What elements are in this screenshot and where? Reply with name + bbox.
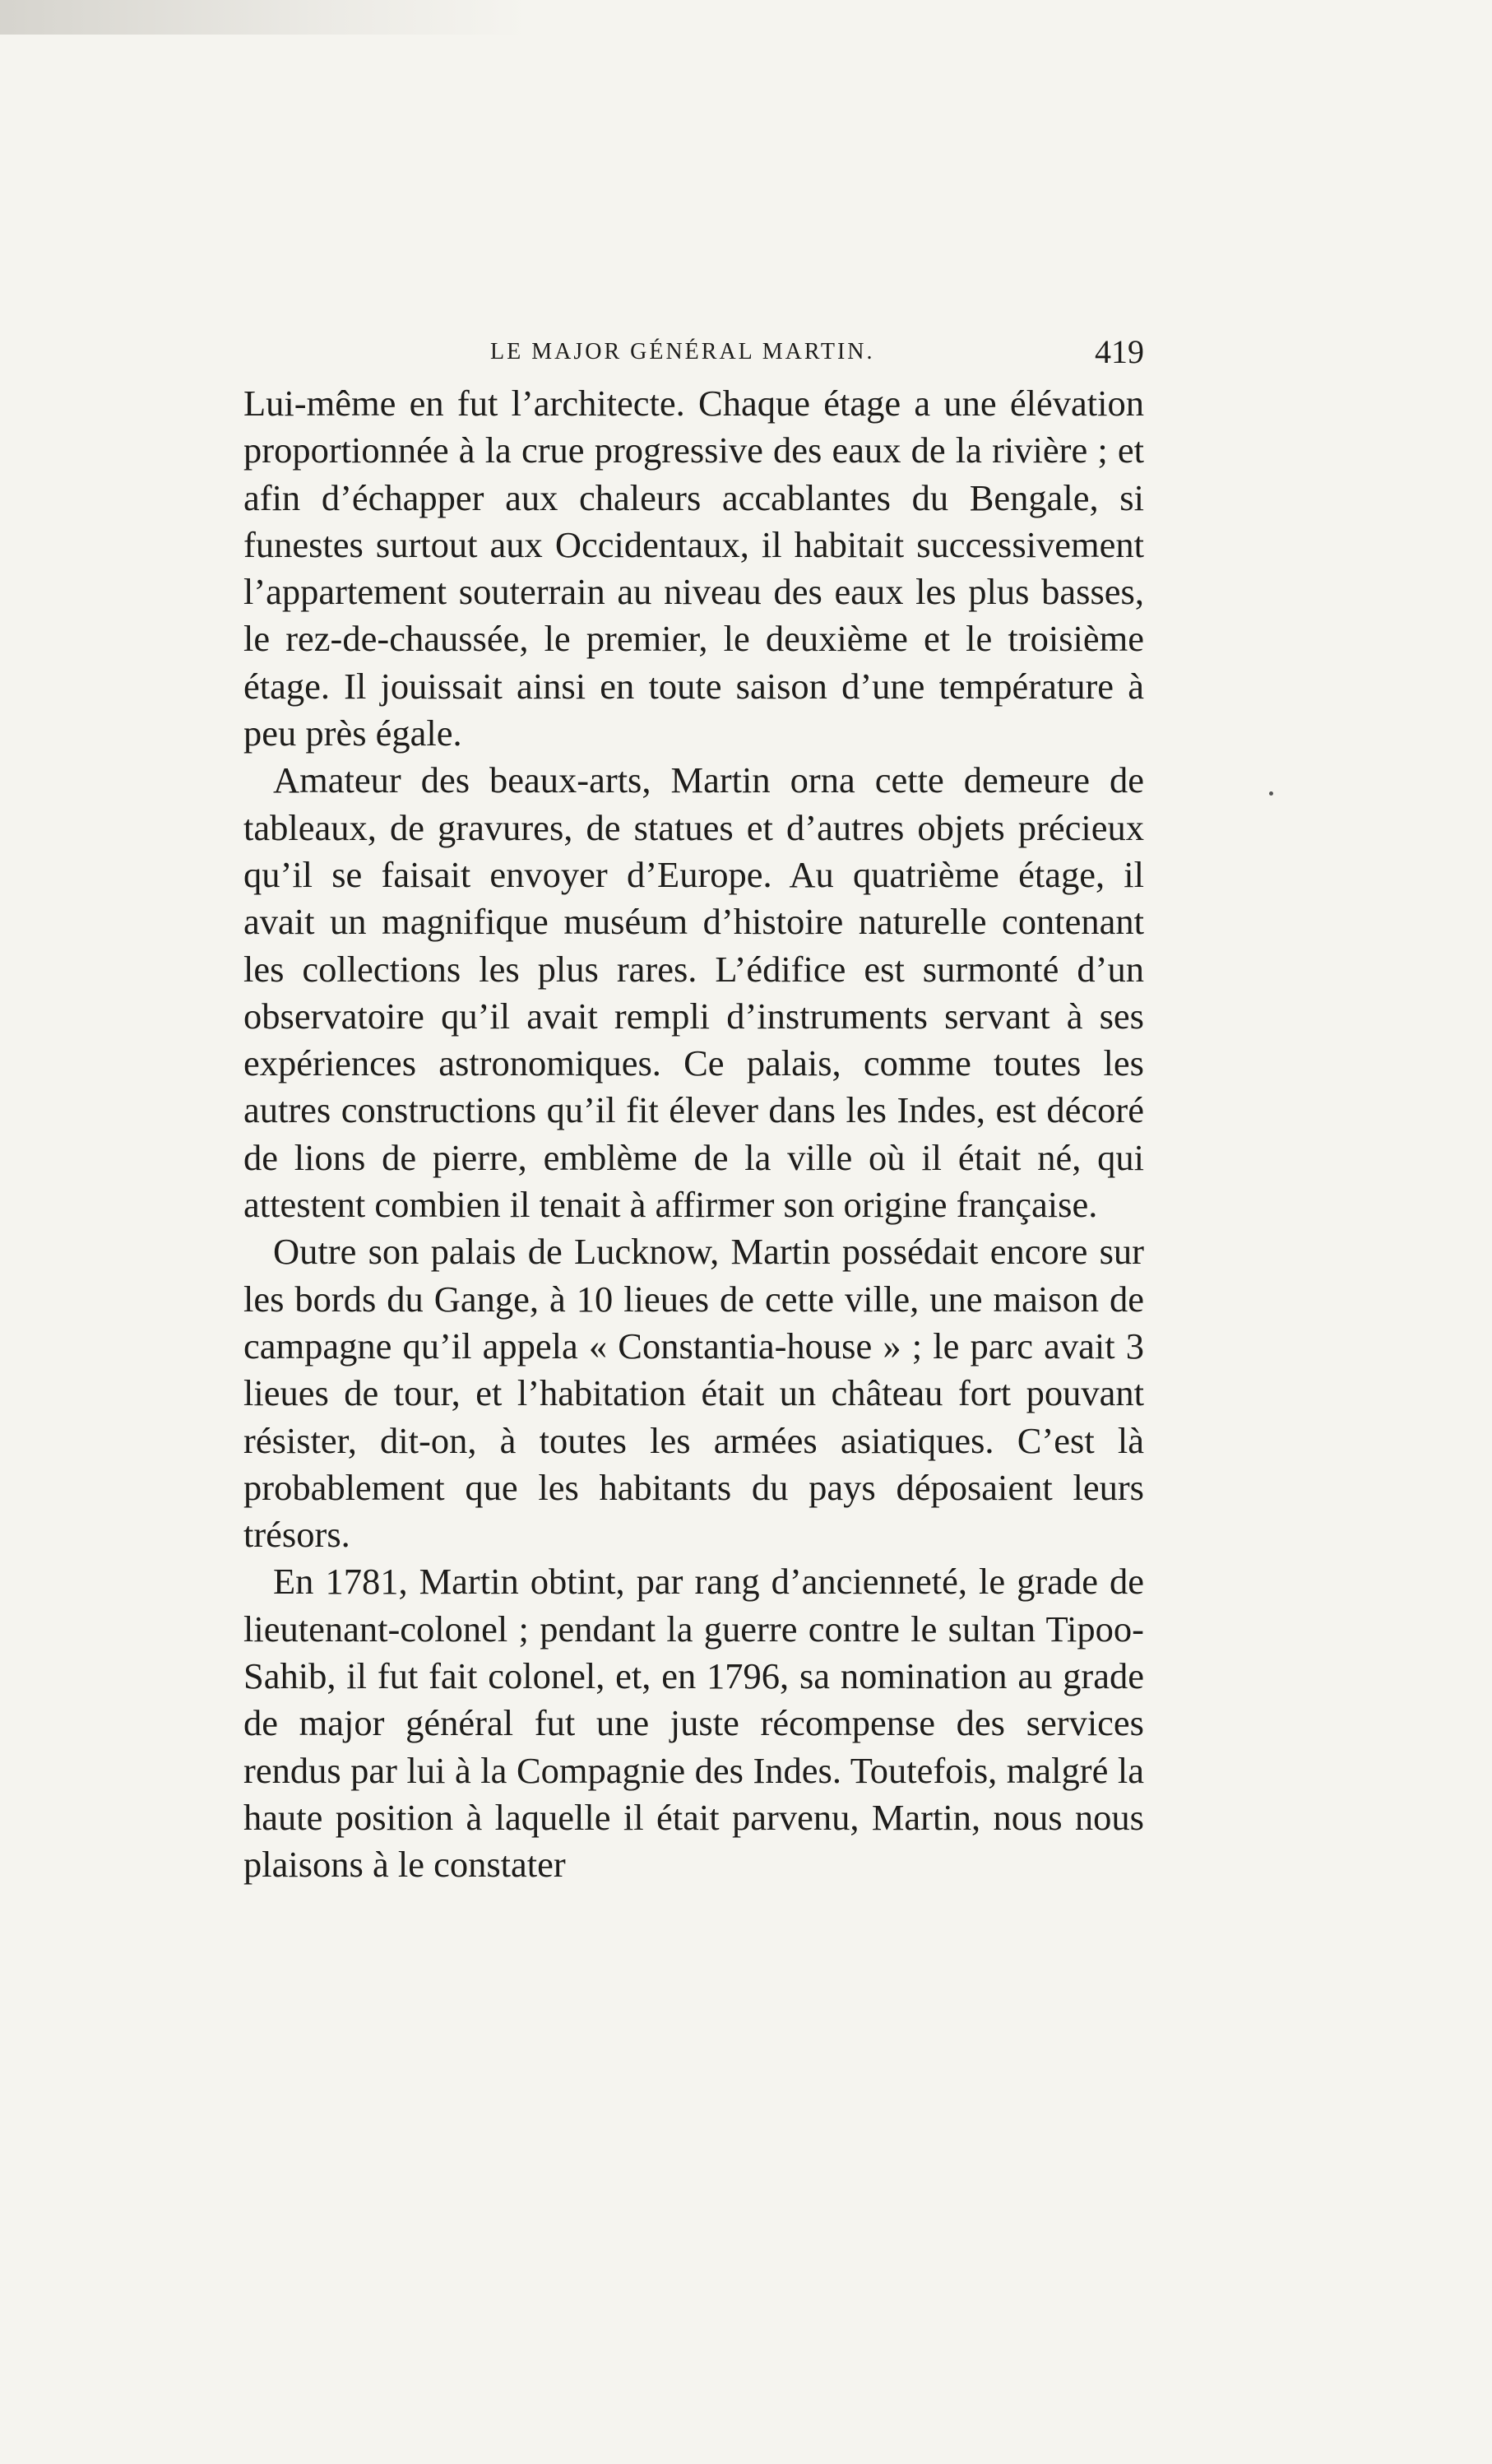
paragraph: En 1781, Martin obtint, par rang d’ancienneté, le grade de lieutenant-colonel ; pendant la guerre contre le sultan Tipoo-Sahib, il fut fait colonel, et, en 1796, sa nomination au grade de major général fut une juste récompense des services rendus par lui à la Compagnie des Indes. Toutefois, malgré la haute position à laquelle il était parvenu, Martin, nous nous plaisons à le constater	[243, 1561, 1144, 1886]
running-head	[490, 332, 1161, 374]
paragraph: Lui-même en fut l’architecte. Chaque étage a une élévation proportionnée à la crue progressive des eaux de la rivière ; et afin d’échapper aux chaleurs accablantes du Bengale, si funestes surtout aux Occidentaux, il habitait successivement l’appartement souterrain au niveau des eaux les plus basses, le rez-de-chaussée, le premier, le deuxième et le troisième étage. Il jouissait ainsi en toute saison d’une température à peu près égale.	[243, 383, 1144, 754]
paragraph: Outre son palais de Lucknow, Martin possédait encore sur les bords du Gange, à 10 lieues de cette ville, une maison de campagne qu’il appela « Constantia-house » ; le parc avait 3 lieues de tour, et l’habitation était un château fort pouvant résister, dit-on, à toutes les armées asiatiques. C’est là probablement que les habitants du pays déposaient leurs trésors.	[243, 1231, 1144, 1556]
running-head-title: LE MAJOR GÉNÉRAL MARTIN.	[490, 339, 875, 364]
scan-smudge	[0, 0, 526, 35]
page-number: 419	[1095, 333, 1144, 370]
body-text	[243, 380, 1144, 1889]
margin-mark	[1269, 791, 1273, 796]
paragraph: Amateur des beaux-arts, Martin orna cette demeure de tableaux, de gravures, de statues et d’autres objets précieux qu’il se faisait envoyer d’Europe. Au quatrième étage, il avait un magnifique muséum d’histoire naturelle contenant les collections les plus rares. L’édifice est surmonté d’un observatoire qu’il avait rempli d’instruments servant à ses expériences astronomiques. Ce palais, comme toutes les autres constructions qu’il fit élever dans les Indes, est décoré de lions de pierre, emblème de la ville où il était né, qui attestent combien il tenait à affirmer son origine française.	[243, 759, 1144, 1226]
